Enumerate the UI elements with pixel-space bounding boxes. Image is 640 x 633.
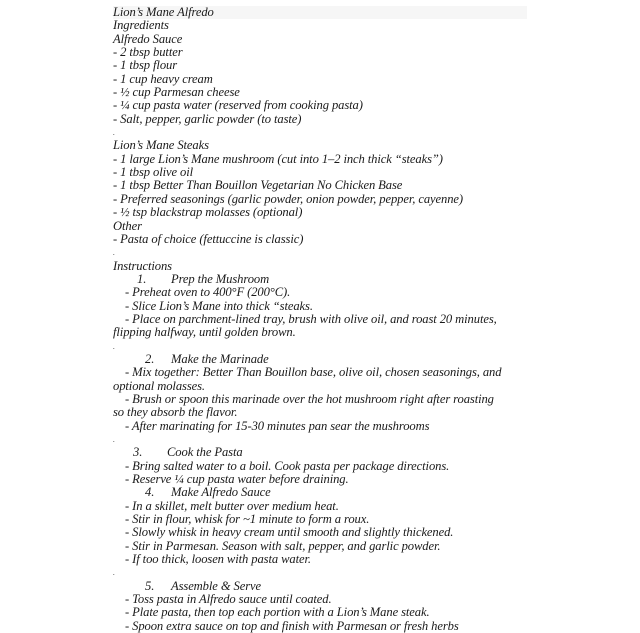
step-line-continuation: flipping halfway, until golden brown. <box>113 325 296 340</box>
step-line: - Reserve ¼ cup pasta water before draining. <box>125 472 349 487</box>
step-line: - Plate pasta, then top each portion with a Lion’s Mane steak. <box>125 605 430 620</box>
ingredient-item: - 1 tbsp flour <box>113 58 178 73</box>
ingredient-item: - Preferred seasonings (garlic powder, onion powder, pepper, cayenne) <box>113 191 463 206</box>
step-heading-5 <box>113 580 533 593</box>
step-number: 2. <box>145 351 155 366</box>
instructions-heading: Instructions <box>113 258 172 273</box>
ingredient-item: - ½ cup Parmesan cheese <box>113 85 240 100</box>
step-number: 1. <box>137 271 147 286</box>
step-line: - After marinating for 15-30 minutes pan sear the mushrooms <box>125 418 430 433</box>
step-line: - Brush or spoon this marinade over the hot mushroom right after roasting <box>125 391 494 406</box>
step-line: - Place on parchment-lined tray, brush with olive oil, and roast 20 minutes, <box>125 311 497 326</box>
step-number: 3. <box>133 445 143 460</box>
separator-dot: . <box>113 341 115 351</box>
step-heading-4 <box>113 486 533 499</box>
step-line: - Toss pasta in Alfredo sauce until coated. <box>125 592 332 607</box>
recipe-document <box>113 6 533 633</box>
step-title: Make the Marinade <box>171 351 269 366</box>
step-number: 4. <box>145 485 155 500</box>
step-title: Prep the Mushroom <box>171 271 270 286</box>
step-line: - If too thick, loosen with pasta water. <box>125 552 311 567</box>
step-line: - Bring salted water to a boil. Cook pasta per package directions. <box>125 458 450 473</box>
ingredient-item: - 2 tbsp butter <box>113 45 183 60</box>
step-number: 5. <box>145 578 155 593</box>
step-line: - Stir in flour, whisk for ~1 minute to form a roux. <box>125 512 370 527</box>
step-line-continuation: so they absorb the flavor. <box>113 405 238 420</box>
separator-dot: . <box>113 128 115 138</box>
step-heading-2 <box>113 353 533 366</box>
step-line: - Spoon extra sauce on top and finish with Parmesan or fresh herbs <box>125 618 459 633</box>
other-heading: Other <box>113 218 142 233</box>
step-line: - Slice Lion’s Mane into thick “steaks. <box>125 298 313 313</box>
step-line: - Mix together: Better Than Bouillon base, olive oil, chosen seasonings, and <box>125 365 502 380</box>
ingredient-item: - Pasta of choice (fettuccine is classic) <box>113 231 304 246</box>
ingredient-item: - 1 large Lion’s Mane mushroom (cut into 1–2 inch thick “steaks”) <box>113 151 443 166</box>
ingredient-item: - 1 cup heavy cream <box>113 71 213 86</box>
recipe-title: Lion’s Mane Alfredo <box>113 6 527 19</box>
ingredient-item: - 1 tbsp Better Than Bouillon Vegetarian No Chicken Base <box>113 178 403 193</box>
ingredient-item: - ½ tsp blackstrap molasses (optional) <box>113 205 303 220</box>
ingredient-item: - 1 tbsp olive oil <box>113 165 194 180</box>
step-line-continuation: optional molasses. <box>113 378 205 393</box>
ingredients-heading: Ingredients <box>113 18 169 33</box>
step-heading-3 <box>113 446 533 459</box>
step-heading-1 <box>113 273 533 286</box>
ingredient-item: - Salt, pepper, garlic powder (to taste) <box>113 111 302 126</box>
alfredo-sauce-heading: Alfredo Sauce <box>113 31 183 46</box>
separator-dot: . <box>113 435 115 444</box>
separator-dot: . <box>113 568 115 578</box>
step-title: Assemble & Serve <box>171 578 262 593</box>
step-line: - Preheat oven to 400°F (200°C). <box>125 285 291 300</box>
step-title: Cook the Pasta <box>167 445 243 460</box>
step-line: - Slowly whisk in heavy cream until smooth and slightly thickened. <box>125 525 454 540</box>
step-title: Make Alfredo Sauce <box>171 485 271 500</box>
step-line: - In a skillet, melt butter over medium heat. <box>125 498 339 513</box>
separator-dot: . <box>113 248 115 258</box>
steaks-heading: Lion’s Mane Steaks <box>113 138 209 153</box>
step-line: - Stir in Parmesan. Season with salt, pepper, and garlic powder. <box>125 538 441 553</box>
ingredient-item: - ¼ cup pasta water (reserved from cooking pasta) <box>113 98 363 113</box>
